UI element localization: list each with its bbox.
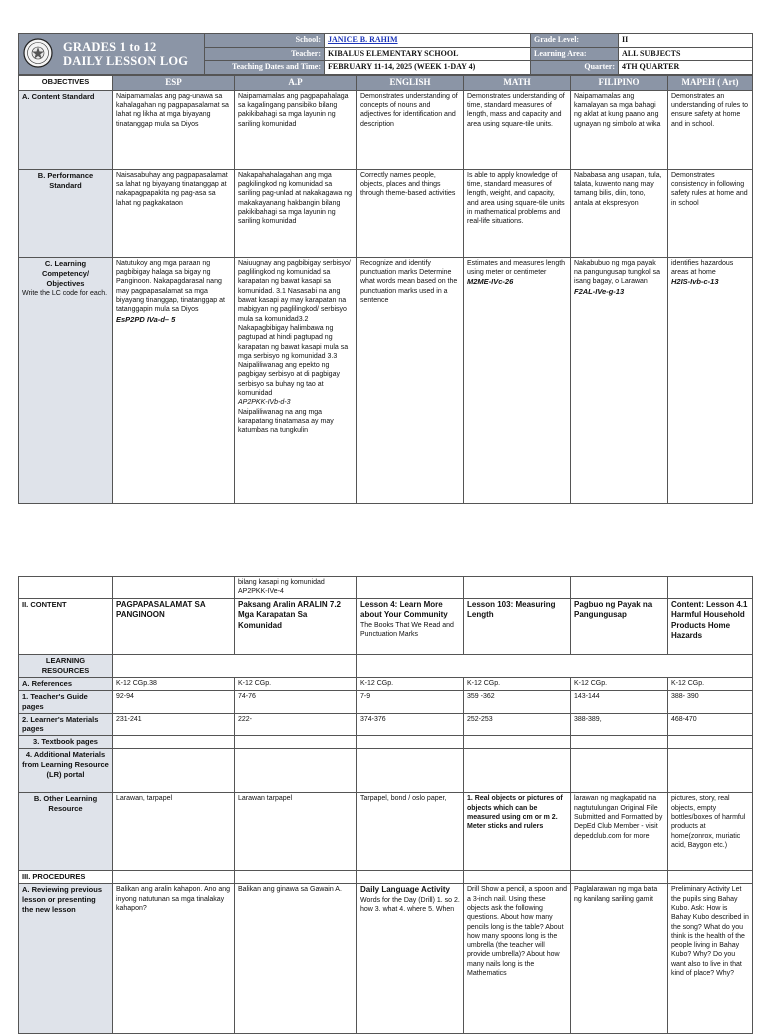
grade-value: II (619, 34, 753, 48)
guide-english: 7-9 (357, 690, 464, 713)
carry-ap-code: AP2PKK-IVe-4 (238, 588, 284, 596)
carry-math (464, 577, 571, 599)
carry-esp (113, 577, 235, 599)
competency-ap-code: AP2PKK-IVb-d-3 (238, 399, 291, 407)
subject-esp: ESP (113, 75, 235, 90)
objectives-header: OBJECTIVES (19, 75, 113, 90)
references-mapeh: K-12 CGp. (668, 677, 753, 690)
content-mapeh: Content: Lesson 4.1 Harmful Household Products Home Hazards (668, 598, 753, 654)
lm-filipino: 388-389, (571, 713, 668, 736)
subject-math: MATH (464, 75, 571, 90)
references-ap: K-12 CGp. (235, 677, 357, 690)
competency-esp-cell (113, 257, 235, 503)
competency-label: C. Learning Competency/ Objectives (41, 258, 90, 288)
guide-ap: 74-76 (235, 690, 357, 713)
content-esp: PAGPAPASALAMAT SA PANGINOON (113, 598, 235, 654)
subject-mapeh: MAPEH ( Art) (668, 75, 753, 90)
performance-standard-label: B. Performance Standard (19, 169, 113, 257)
content-english-title: Lesson 4: Learn More about Your Community (360, 599, 448, 620)
content-standard-mapeh: Demonstrates an understanding of rules to ensure safety at home and in school. (668, 90, 753, 169)
content-standard-filipino: Naipamamalas ang kamalayan sa mga bahagi ng aklat at kung paano ang ugnayan ng simbolo at wika (571, 90, 668, 169)
carry-mapeh (668, 577, 753, 599)
content-label: II. CONTENT (19, 598, 113, 654)
competency-ap-cell (235, 257, 357, 503)
performance-standard-esp: Naisasabuhay ang pagpapasalamat sa lahat ng biyayang tinatanggap at nakapagpapakita ng pag-asa sa lahat ng pagkakataon (113, 169, 235, 257)
competency-filipino-code: F2AL-IVe-g-13 (574, 286, 625, 296)
reviewing-math: Drill Show a pencil, a spoon and a 3-inch nail. Using these objects ask the following questions. About how many pencils long is the table? About how many spoons long is the umbrella (the teacher will provide umbrella)? About how many nails long is the Mathematics (464, 884, 571, 1034)
competency-english: Recognize and identify punctuation marks Determine what words mean based on the punctuation marks used in a sentence (357, 257, 464, 503)
reviewing-mapeh: Preliminary Activity Let the pupils sing Bahay Kubo. Ask: How is Bahay Kubo described in the song? What do you think is the health of the people living in Bahay Kubo? Why? Do you want also to live in that kind of place? Why? (668, 884, 753, 1034)
content-ap: Paksang Aralin ARALIN 7.2 Mga Karapatan Sa Komunidad (235, 598, 357, 654)
competency-math-code: M2ME-IVc-26 (467, 277, 514, 287)
content-standard-math: Demonstrates understanding of time, standard measures of length, mass and capacity and area using square-tile units. (464, 90, 571, 169)
title-line-1: GRADES 1 to 12 (63, 40, 157, 54)
teacher-label: Teacher: (205, 47, 325, 61)
competency-ap-2: Naipaliliwanag na ang mga karapatang tinatamasa ay may katumbas na tungkulin (238, 408, 334, 435)
competency-filipino-cell (571, 257, 668, 503)
competency-mapeh-code: H2IS-Ivb-c-13 (671, 277, 719, 287)
guide-filipino: 143-144 (571, 690, 668, 713)
header-table (18, 33, 753, 75)
school-label: School: (205, 34, 325, 48)
reviewing-filipino: Paglalarawan ng mga bata ng kanilang sariling gamit (571, 884, 668, 1034)
references-esp: K-12 CGp.38 (113, 677, 235, 690)
subject-ap: A.P (235, 75, 357, 90)
content-english: The Books That We Read and Punctuation Marks (360, 621, 454, 639)
competency-label-cell (19, 257, 113, 503)
lm-mapeh: 468-470 (668, 713, 753, 736)
competency-math-cell (464, 257, 571, 503)
teacher-value: KIBALUS ELEMENTARY SCHOOL (325, 47, 531, 61)
competency-esp: Natutukoy ang mga paraan ng pagbibigay halaga sa bigay ng Panginoon. Nakapagdarasal nang may pagpapasalamat sa mga biyayang tinanggap, tinatanggap at tatanggapin mula sa Diyos (116, 259, 225, 314)
title-line-2: DAILY LESSON LOG (63, 54, 189, 68)
lm-esp: 231-241 (113, 713, 235, 736)
reviewing-esp: Balikan ang aralin kahapon. Ano ang inyong natutunan sa mga tinalakay kahapon? (113, 884, 235, 1034)
dates-label: Teaching Dates and Time: (205, 61, 325, 75)
objectives-table (18, 75, 753, 504)
references-math: K-12 CGp. (464, 677, 571, 690)
content-standard-label: A. Content Standard (19, 90, 113, 169)
carry-ap-cell (235, 577, 357, 599)
lm-ap: 222- (235, 713, 357, 736)
quarter-label: Quarter: (531, 61, 619, 75)
reviewing-label: A. Reviewing previous lesson or presenting the new lesson (19, 884, 113, 1034)
competency-math: Estimates and measures length using meter or centimeter (467, 259, 566, 277)
lr-blank-1 (113, 654, 357, 677)
content-english-cell (357, 598, 464, 654)
lm-math: 252-253 (464, 713, 571, 736)
competency-filipino: Nakabubuo ng mga payak na pangungusap tungkol sa isang bagay, o Larawan (574, 259, 661, 286)
performance-standard-math: Is able to apply knowledge of time, standard measures of length, weight, and capacity, and area using square-tile units in mathematical problems and real-life situations. (464, 169, 571, 257)
competency-ap-1: Naiuugnay ang pagbibigay serbisyo/ paglilingkod ng komunidad sa karapatan ng bawat kasapi sa komunidad. 3.1 Nasasabi na ang bawat kasapi ay may karapatan na mabigyan ng paglilingkod/ serbisyo mula sa komunidad3.2 Nakapagbibigay halimbawa ng pagtupad at hindi pagtupad ng karapatan ng bawat kasapi mula sa mga serbisyo ng komunidad 3.3 Naipaliliwanag ang epekto ng pagbigay serbisyo at di pagbigay serbisyo sa buhay ng tao at komunidad (238, 259, 351, 397)
performance-standard-filipino: Nababasa ang usapan, tula, talata, kuwento nang may tamang bilis, diin, tono, antala at ekspresyon (571, 169, 668, 257)
competency-mapeh-cell (668, 257, 753, 503)
area-value: ALL SUBJECTS (619, 47, 753, 61)
performance-standard-mapeh: Demonstrates consistency in following safety rules at home and in school (668, 169, 753, 257)
carry-english (357, 577, 464, 599)
reviewing-english: Words for the Day (Drill) 1. so 2. how 3. what 4. where 5. When (360, 897, 460, 914)
additional-materials-label: 4. Additional Materials from Learning Resource (LR) portal (19, 749, 113, 793)
learners-materials-label: 2. Learner's Materials pages (19, 713, 113, 736)
other-mapeh: pictures, story, real objects, empty bottles/boxes of harmful products at home(zonrox, muriatic acid, Baygon etc.) (668, 793, 753, 871)
guide-mapeh: 388- 390 (668, 690, 753, 713)
subject-english: ENGLISH (357, 75, 464, 90)
content-procedures-table (18, 576, 753, 1034)
subject-filipino: FILIPINO (571, 75, 668, 90)
textbook-label: 3. Textbook pages (19, 736, 113, 749)
content-math: Lesson 103: Measuring Length (464, 598, 571, 654)
lesson-log-page-2 (18, 576, 752, 1034)
content-filipino: Pagbuo ng Payak na Pangungusap (571, 598, 668, 654)
competency-esp-code: EsP2PD IVa-d– 5 (116, 314, 176, 324)
lm-english: 374-376 (357, 713, 464, 736)
carry-label (19, 577, 113, 599)
dates-value: FEBRUARY 11-14, 2025 (WEEK 1-DAY 4) (325, 61, 531, 75)
other-resource-label: B. Other Learning Resource (19, 793, 113, 871)
guide-math: 359 -362 (464, 690, 571, 713)
deped-seal-icon (23, 38, 53, 68)
references-label: A. References (19, 677, 113, 690)
content-standard-english: Demonstrates understanding of concepts of nouns and adjectives for identification and description (357, 90, 464, 169)
references-english: K-12 CGp. (357, 677, 464, 690)
reviewing-ap: Balikan ang ginawa sa Gawain A. (235, 884, 357, 1034)
lesson-log-page-1 (18, 33, 752, 504)
competency-note: Write the LC code for each. (22, 289, 108, 297)
carry-filipino (571, 577, 668, 599)
other-esp: Larawan, tarpapel (113, 793, 235, 871)
competency-mapeh: identifies hazardous areas at home (671, 259, 734, 277)
carry-ap: bilang kasapi ng komunidad (238, 579, 325, 586)
procedures-label: III. PROCEDURES (19, 871, 113, 884)
quarter-value: 4TH QUARTER (619, 61, 753, 75)
guide-esp: 92-94 (113, 690, 235, 713)
learning-resources-label: LEARNING RESOURCES (19, 654, 113, 677)
content-standard-ap: Naipamamalas ang pagpapahalaga sa kagalingang pansibiko bilang pakikibahagi sa mga layunin ng sariling komunidad (235, 90, 357, 169)
other-math: 1. Real objects or pictures of objects which can be measured using cm or m 2. Meter sticks and rulers (464, 793, 571, 871)
school-logo-title (19, 34, 205, 75)
other-ap: Larawan tarpapel (235, 793, 357, 871)
content-standard-esp: Naipamamalas ang pag-unawa sa kahalagahan ng pagpapasalamat sa lahat ng likha at mga biyayang tinatanggap mula sa Diyos (113, 90, 235, 169)
other-filipino: larawan ng magkapatid na nagtutulungan Original File Submitted and Formatted by DepEd Club Member - visit depedclub.com for more (571, 793, 668, 871)
performance-standard-english: Correctly names people, objects, places and things through theme-based activities (357, 169, 464, 257)
performance-standard-ap: Nakapahahalagahan ang mga pagkilingkod ng komunidad sa sariling pag-unlad at nakakagawa ng makakayanang hakbangin bilang pakikibahagi sa mga layunin ng sariling komunidad (235, 169, 357, 257)
grade-label: Grade Level: (531, 34, 619, 48)
reviewing-english-cell (357, 884, 464, 1034)
other-english: Tarpapel, bond / oslo paper, (357, 793, 464, 871)
area-label: Learning Area: (531, 47, 619, 61)
teachers-guide-label: 1. Teacher's Guide pages (19, 690, 113, 713)
references-filipino: K-12 CGp. (571, 677, 668, 690)
reviewing-english-title: Daily Language Activity (360, 885, 450, 895)
school-value: JANICE B. RAHIM (325, 34, 531, 48)
lr-blank-2 (357, 654, 753, 677)
